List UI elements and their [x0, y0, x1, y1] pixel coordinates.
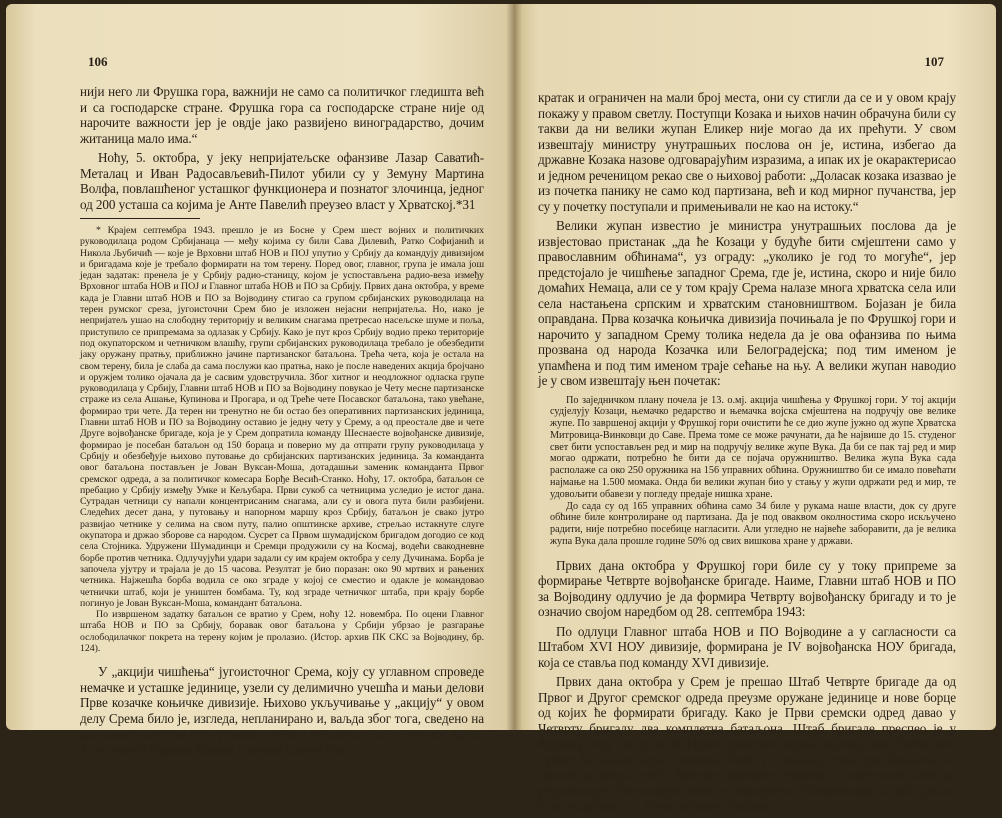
left-page	[6, 4, 514, 757]
separator	[80, 654, 484, 664]
page-number-left: 106	[88, 54, 108, 69]
right-paragraph-4: По одлуци Главног штаба НОВ и ПО Војводине а у сагласности са Штабом XVI НОУ дивизије, формирана је IV војвођанска НОУ бригада, која се ставља под команду XVI дивизије.	[538, 623, 956, 670]
left-paragraph-top: нији него ли Фрушка гора, важнији не само са политичког гледишта већ и са господарске стране. Фрушка гора са господарске стране није од нарочите важности јер је овдје јако развијено виноградарство, дочим житаница мало има.“	[80, 84, 484, 146]
right-paragraph-3: Првих дана октобра у Фрушкој гори биле су у току припреме за формирање Четврте војвођанске бригаде. Наиме, Главни штаб НОВ и ПО за Војводину одлучио је да формира Четврту војвођанску бригаду и то је означио својом наредбом од 28. септембра 1943:	[538, 557, 956, 620]
quote-2: До сада су од 165 управних обћина само 34 биле у рукама наше власти, док су друге обћине биле контролиране од партизана. Да је под оваквом околностима скоро искључено радити, није потребно посебице нагласити. Али угледно не највеће заборавити, да је велика жупа Вука дала прошле године 50% од свих вишкова хране у држави.	[550, 500, 956, 548]
book-gutter	[506, 4, 522, 730]
right-paragraph-1: кратак и ограничен на мали број места, они су стигли да се и у овом крају покажу у правом светлу. Поступци Козака и њихов начин обрачуна били су такви да ни велики жупан Еликер није могао да их прећути. У свом извештају министру унутрашњих послова он је, истина, избегао да државне Козака назове одговарајућим изразима, а ипак их је окарактерисао и једном реченицом рекао све о њиховој работи: „Доласак козака изазвао је из почетка панику не само код партизана, већ и код мирног пучанства, јер су у почетку поступали и примењивали не као на истоку.“	[538, 90, 956, 214]
book-spread	[6, 4, 996, 814]
quote-1: По заједничком плану почела је 13. о.мј. акција чишћења у Фрушкој гори. У тој акцији судјелују Козаци, њемачко редарство и њемачка војска смјештена на подручју ове велике жупе. По завршеној акцији у Фрушкој гори очистити ће се дио жупе јужно од жупе Хрватска Митровица-Винковци до Саве. Према томе се може рачунати, да ће највише до 15. студеног свет бити успостављен ред и мир на подручју велике жупе Вука. Да би се пак тај ред и мир могао одржати, потребно ће бити да се појача оружништво. Велика жупа Вука сада располаже са око 250 оружника на 156 управних обћина. Оружништво би се имало повећати најмање на 1.500 момака. Онда би велики жупан био у стању у жупи одржати ред и мир, те удовољити обавези у погледу предаје нишка хране.	[550, 394, 956, 500]
left-paragraph-2: У „акцији чишћења“ југоисточног Срема, коју су углавном спроведе немачке и усташке јединице, узели су делимично учешћа и мањи делови Прве козачке коњичке дивизије. Њихово укључивање у „акцију“ у овом делу Срема било је, изгледа, непланирано и, ваљда због тога, сведено на дивљање у десетак села румског среза и неколико села земунског среза. Али, иако је боравак Козака у доњем Срему био	[80, 664, 484, 757]
right-paragraph-2: Велики жупан известио је министра унутрашњих послова да је извјестовао пристанак „да ће Козаци у будуће бити смјештени само у православним обћинама“, уз ограду: „уколико је год то могуће“, јер предстојало је чишћење западног Срема, где је, истина, скоро и није било домаћих Немаца, али се у том крају Срема налазе многа хрватска села или села настањена српским и хрватским становништвом. Бојазан је била оправдана. Прва козачка коњичка дивизија почињала је по Фрушкој гори и нарочито у западном Срему толика неделa да је ова офанзива по њима прозвана од народа Козачка или Белоградејска; под тим именом је упамћена и под тим именом траје сећање на њу. А велики жупан наводио је у свом извештају њен почетак:	[538, 218, 956, 388]
separator	[538, 548, 956, 558]
left-page-content	[80, 84, 484, 761]
footnote-text: * Крајем септембра 1943. прешло је из Босне у Срем шест војних и политичких руководилаца родом Србијанаца — међу којима су били Сава Дилевић, Ратко Софијанић и Никола Љубичић — које је Врховни штаб НОВ и ПОЈ упутио у Србију да командују дивизијом и бригадама које је требало формирати на том терену. Поред овог, главног, група је имала још један задатак: пренела је у Србију радио-станицу, којом је успостављена радио-веза између Врховног штаба НОВ и ПОЈ и Главног штаба НОВ и ПО за Србију. Првих дана октобра, у време када је Главни штаб НОВ и ПО за Војводину стигао са групом србијанских руководилаца на терен румског среза, југоисточни Срем био је изложен нејасни непријатеља. Но, иако је непријатељ ушао на слободну територију и великим снагама претресао насељске шуме и поља, приступило се припремама за одлазак у Србију. Како је пут кроз Србију водио преко територије под окупаторском и четничком влашћу, групи србијанских руководилаца требало је обезбедити јаку оружану пратњу, приближно јачине партизанског батаљона. Трећа чета, која је остала на свом терену, била је слаба да сама послужи као пратња, нако је после наведених акција бројчано и оружјем толико ојачала да је сасвим удовстручила. Због хитног и неодложног одласка групе руководилаца у Србију, Главни штаб НОВ и ПО за Војводину повукао је Чету месне партизанске страже из села Ашање, Купинова и Прогара, и од Треће чете Посавског батаљона, тако увећане, формирао три чете. Да терен ни тренутно не би остао без оперативних партизанских јединица, Главни штаб НОВ и ПО за Војводину оставио је једну чету у Срему, а од преостале две и чете Друге војвођанске бригаде, која је у Срем допратила команду Шеснаесте војвођанске дивизије, формирао је посебан батаљон од 150 бораца и поверио му да отпрати групу руководилаца у Србију и обезбеђује њихово путовање до србијанских партизанских јединица. За команданта овог батаљона постављен је Јован Вуксан-Моша, дотадашњи заменик команданта Првог сремског одреда, а за политичког комесара Борђе Весић-Станко. Ноћу, 17. октобра, батаљон се пребацио у Србију између Умке и Кељубара. Први сукоб са четницима уследио је истог дана. Сутрадан четници су напали концентрисаним снагама, али су и овога пута били разбијени. Следећих десет дана, у путовању и напорном маршу кроз Србију, батаљон је свако јутро развијао четнике у селима на свом путу, палио општинске архиве, стрељао истакнуте слуге окупатора и држао зборове са народом. Сусрет са Првом шумадијском бригадом догодио се код села Стојника. Удружени Шумадинци и Сремци продужили су на Космај, водећи свакодневне борбе против четника. Одлучујући удари задали су им крајем октобра у селу Дучинама. Борба је започела ујутру и трајала је до 15 часова. Резултат је био поразан: око 90 мртвих и рањених четника. Најжешћа борба водила се око зграде у којој се сместио и одакле је командовао четнички штаб, који је уништен бомбама. Ту, код зграде четничког штаба, при крају борбе погинуо је Јован Вуксан-Моша, командант батаљона.	[80, 225, 484, 609]
left-paragraph-1: Ноћу, 5. октобра, у јеку непријатељске офанзиве Лазар Саватић-Металац и Иван Радосављевић-Пилот убили су у Земуну Мартина Волфа, повлашћеног усташког функционера и познатог злочинца, једног од 200 усташа са којима је Анте Павелић преузео власт у Хрватској.*31	[80, 150, 484, 212]
footnote-text-2: По извршеном задатку батаљон се вратио у Срем, ноћу 12. новембра. По оцени Главног штаба НОВ и ПО за Србију, боравак овог батаљона у Србији убрзао је разгарање ослободилачког покрета на терену којим је пролазио. (Истор. архив ПК СКС за Војводину, бр. 124).	[80, 609, 484, 654]
right-page-content	[538, 90, 956, 818]
right-paragraph-5: Првих дана октобра у Срем је прешао Штаб Четврте бригаде да од Првог и Другог сремског одреда преузме оружане јединице и нове борце од којих ће формирати бригаду. Како је Први сремски одред давао у Четврту бригаду два комплетна батаљона, Штаб бригаде преспео је у Фрушку гору где је штаб Првог сремског одреда окупио, сем Треће чете Трећег батаљона, која је водила борбе у Посављу, своја три батаљона са циљем да преда штабу бригаде одређене јединице, а преостале снаге да реорганизује. Ове намере омео је непријатељ. Обавештајна служба дошла је до података да у Руми заседају штабови	[538, 674, 956, 814]
footnote-rule	[80, 218, 200, 219]
right-page	[514, 4, 996, 814]
page-number-right: 107	[924, 54, 944, 69]
